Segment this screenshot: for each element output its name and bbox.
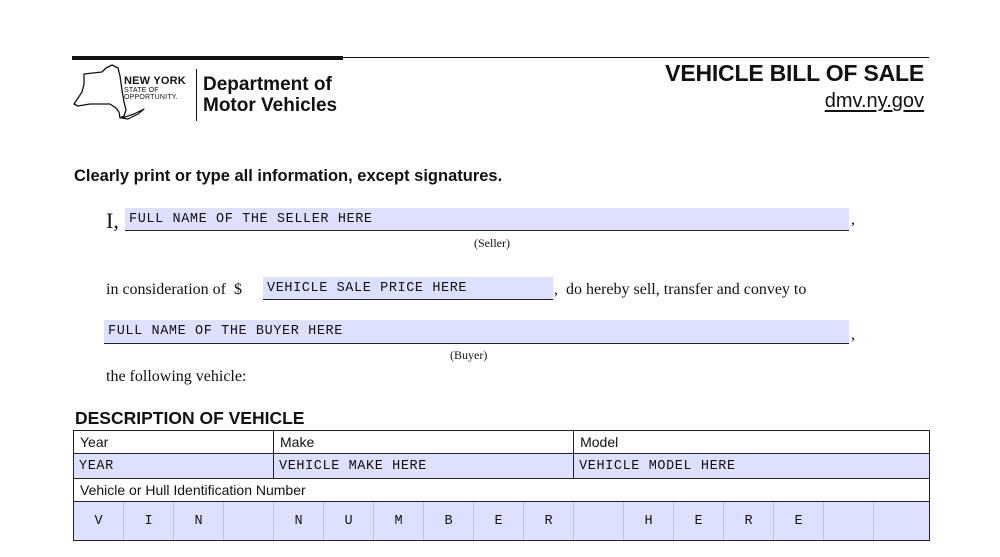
vin-char-cell[interactable]: E bbox=[774, 502, 824, 541]
vin-char-cell[interactable]: R bbox=[524, 502, 574, 541]
make-label: Make bbox=[274, 431, 574, 454]
vin-char-cell[interactable] bbox=[874, 502, 930, 541]
header-rule-thick bbox=[72, 56, 343, 60]
vin-row bbox=[74, 502, 930, 541]
vin-char-cell[interactable]: B bbox=[424, 502, 474, 541]
vin-char-cell[interactable]: H bbox=[624, 502, 674, 541]
vin-label: Vehicle or Hull Identification Number bbox=[74, 479, 930, 502]
sale-price-field[interactable]: VEHICLE SALE PRICE HERE bbox=[263, 277, 553, 300]
vin-char-cell[interactable]: M bbox=[374, 502, 424, 541]
vin-char-cell[interactable]: V bbox=[74, 502, 124, 541]
header-rule-thin bbox=[343, 57, 929, 58]
seller-name-field[interactable]: FULL NAME OF THE SELLER HERE bbox=[125, 208, 849, 231]
year-field[interactable]: YEAR bbox=[74, 454, 274, 479]
buyer-caption: (Buyer) bbox=[450, 348, 488, 362]
ny-state-name: NEW YORK bbox=[124, 75, 186, 87]
vin-char-cell[interactable]: E bbox=[674, 502, 724, 541]
consideration-text: in consideration of $ bbox=[106, 281, 242, 298]
statement-pronoun: I, bbox=[106, 208, 119, 233]
vin-char-cell[interactable]: N bbox=[174, 502, 224, 541]
agency-name bbox=[203, 74, 337, 116]
vin-char-cell[interactable] bbox=[224, 502, 274, 541]
model-label: Model bbox=[574, 431, 930, 454]
year-label: Year bbox=[74, 431, 274, 454]
website-link[interactable]: dmv.ny.gov bbox=[824, 90, 924, 112]
ny-tagline-2: OPPORTUNITY. bbox=[124, 94, 178, 101]
vin-char-cell[interactable] bbox=[574, 502, 624, 541]
model-field[interactable]: VEHICLE MODEL HERE bbox=[574, 454, 930, 479]
agency-name-line-2: Motor Vehicles bbox=[203, 95, 338, 116]
make-field[interactable]: VEHICLE MAKE HERE bbox=[274, 454, 574, 479]
section-title-vehicle: DESCRIPTION OF VEHICLE bbox=[75, 408, 305, 428]
convey-text: , do hereby sell, transfer and convey to bbox=[554, 281, 807, 298]
logo-divider bbox=[196, 69, 197, 121]
vin-char-cell[interactable] bbox=[824, 502, 874, 541]
ny-tagline-1: STATE OF bbox=[124, 87, 159, 94]
following-vehicle-text: the following vehicle: bbox=[106, 368, 247, 385]
seller-comma: , bbox=[851, 211, 855, 228]
vin-char-cell[interactable]: E bbox=[474, 502, 524, 541]
vin-char-cell[interactable]: U bbox=[324, 502, 374, 541]
instructions-text: Clearly print or type all information, except signatures. bbox=[74, 167, 503, 185]
buyer-comma: , bbox=[851, 326, 855, 343]
vehicle-description-table bbox=[73, 430, 930, 541]
vin-char-cell[interactable]: R bbox=[724, 502, 774, 541]
vin-char-cell[interactable]: N bbox=[274, 502, 324, 541]
vin-char-cell[interactable]: I bbox=[124, 502, 174, 541]
agency-name-line-1: Department of bbox=[203, 74, 332, 95]
seller-caption: (Seller) bbox=[474, 236, 510, 250]
buyer-name-field[interactable]: FULL NAME OF THE BUYER HERE bbox=[104, 320, 849, 344]
form-title: VEHICLE BILL OF SALE bbox=[665, 60, 924, 86]
ny-state-wordmark bbox=[124, 76, 186, 101]
